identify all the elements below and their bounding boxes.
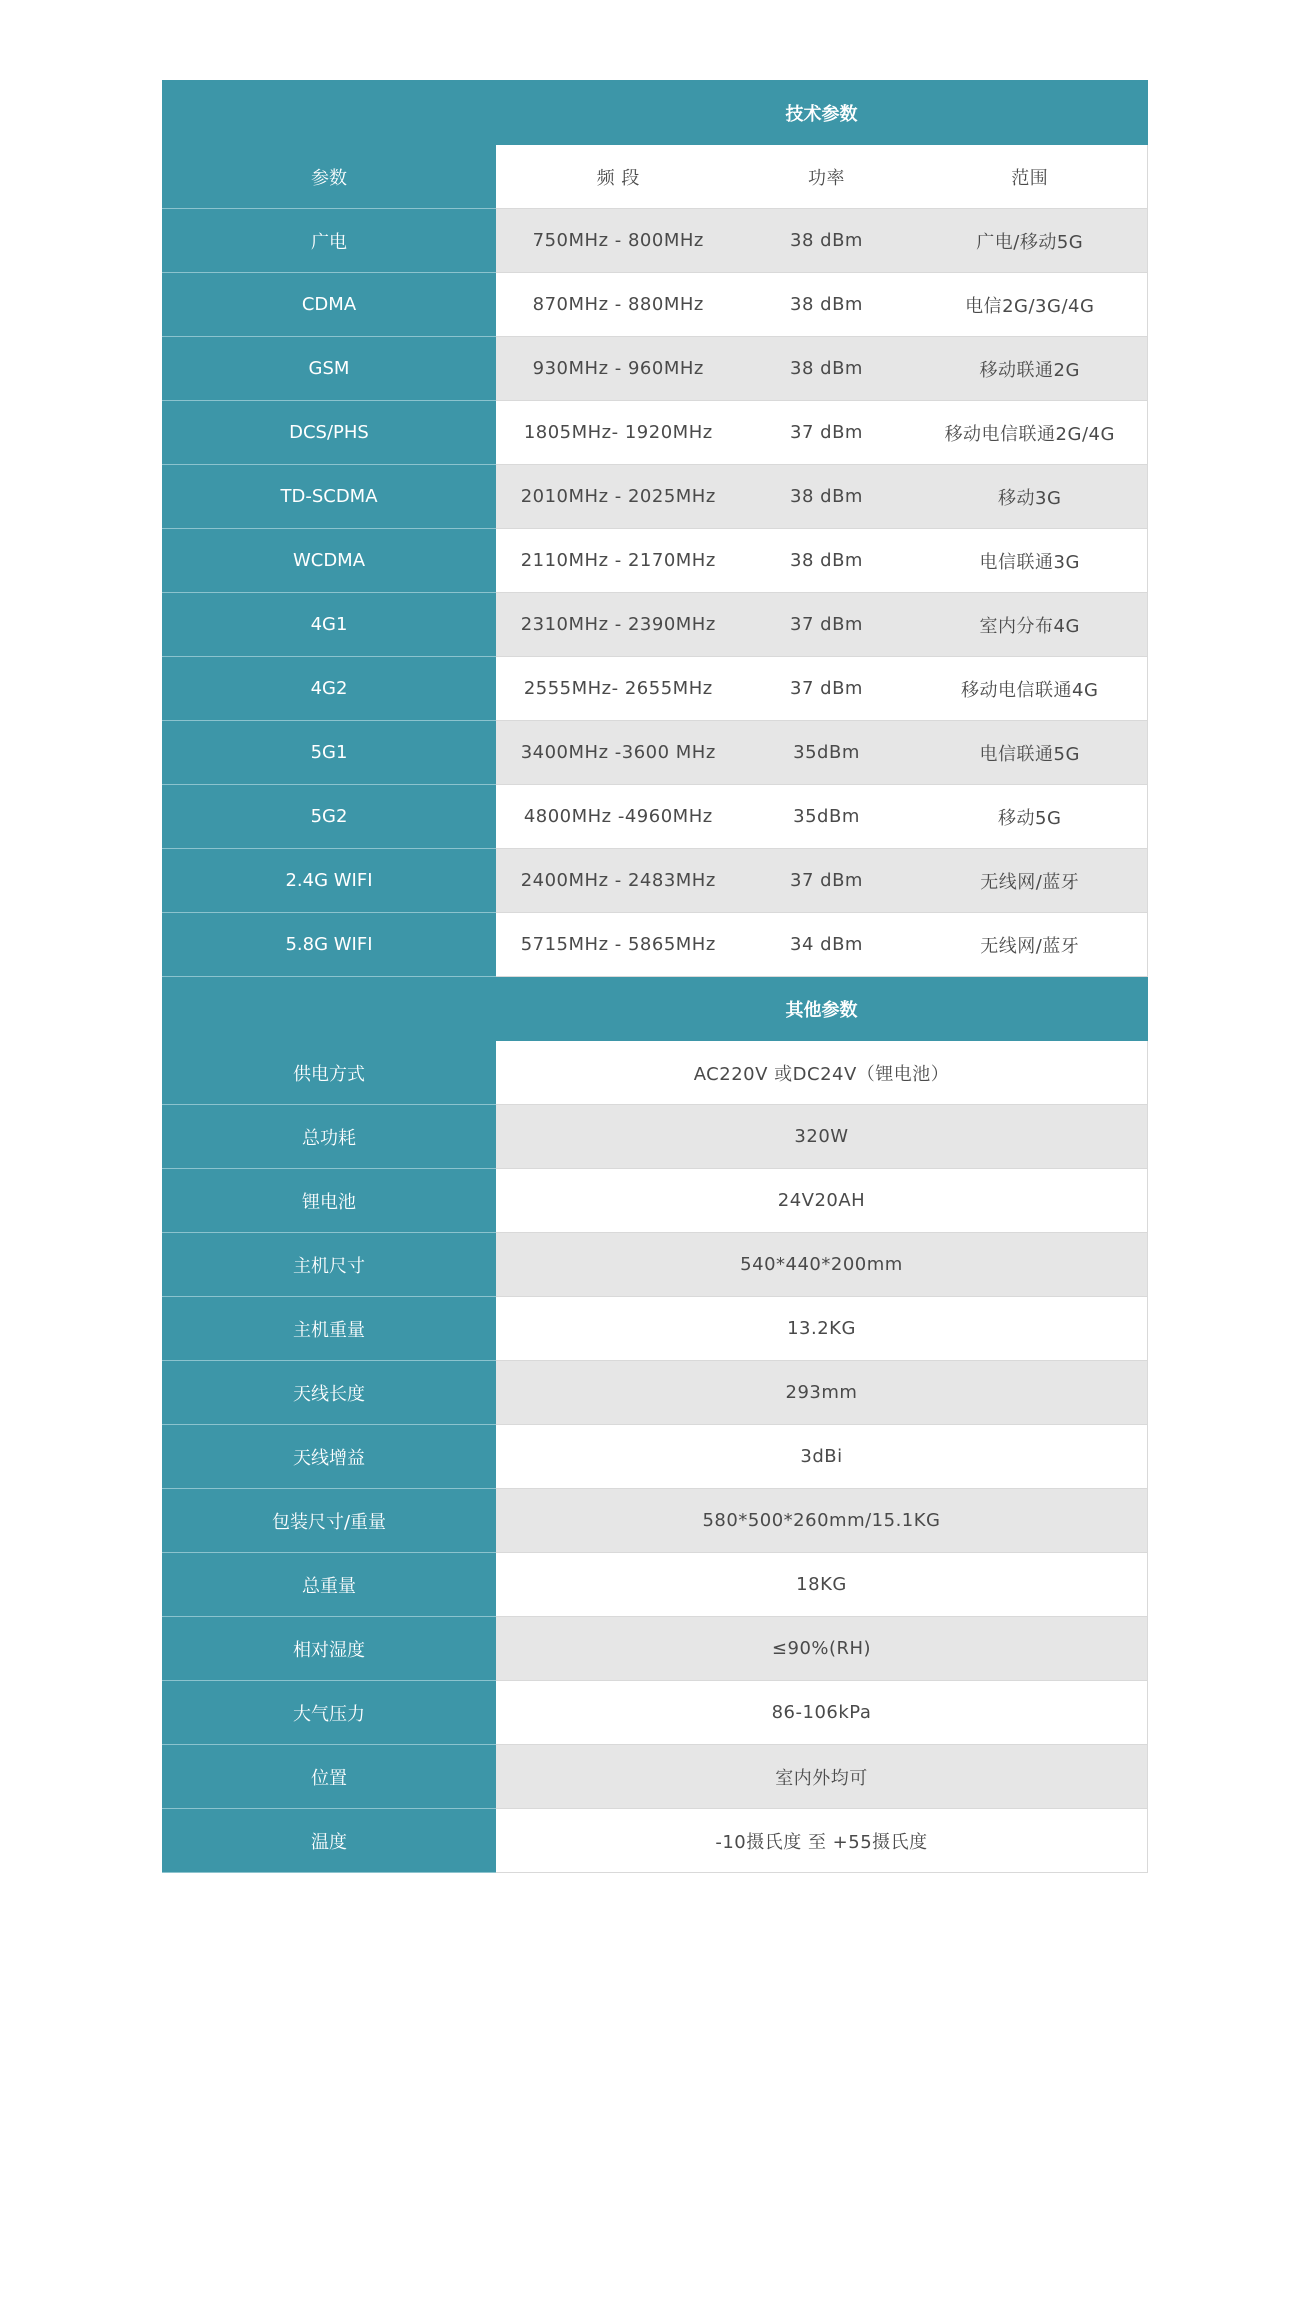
- range-cell: 移动5G: [913, 785, 1148, 849]
- header-power-cell: 功率: [741, 145, 913, 209]
- table-row: [163, 1553, 1148, 1617]
- tech-section-title-row: [163, 81, 1148, 145]
- table-row: [163, 465, 1148, 529]
- band-cell: 2010MHz - 2025MHz: [496, 465, 741, 529]
- table-row: [163, 529, 1148, 593]
- param-name-cell: 4G2: [163, 657, 496, 721]
- param-name-cell: TD-SCDMA: [163, 465, 496, 529]
- other-section-title-row: [163, 977, 1148, 1041]
- band-cell: 1805MHz- 1920MHz: [496, 401, 741, 465]
- power-cell: 38 dBm: [741, 337, 913, 401]
- table-row: [163, 721, 1148, 785]
- param-name-cell: 5.8G WIFI: [163, 913, 496, 977]
- band-cell: 2110MHz - 2170MHz: [496, 529, 741, 593]
- power-cell: 38 dBm: [741, 529, 913, 593]
- range-cell: 移动电信联通4G: [913, 657, 1148, 721]
- table-row: [163, 1745, 1148, 1809]
- power-cell: 37 dBm: [741, 657, 913, 721]
- power-cell: 37 dBm: [741, 401, 913, 465]
- band-cell: 2555MHz- 2655MHz: [496, 657, 741, 721]
- param-value-cell: -10摄氏度 至 +55摄氏度: [496, 1809, 1148, 1873]
- range-cell: 电信联通3G: [913, 529, 1148, 593]
- param-name-cell: 天线长度: [163, 1361, 496, 1425]
- table-row: [163, 657, 1148, 721]
- table-row: [163, 1169, 1148, 1233]
- param-value-cell: 18KG: [496, 1553, 1148, 1617]
- table-row: [163, 337, 1148, 401]
- power-cell: 37 dBm: [741, 849, 913, 913]
- table-row: [163, 1361, 1148, 1425]
- param-value-cell: 540*440*200mm: [496, 1233, 1148, 1297]
- header-label-cell: 参数: [163, 145, 496, 209]
- param-value-cell: 3dBi: [496, 1425, 1148, 1489]
- power-cell: 34 dBm: [741, 913, 913, 977]
- param-name-cell: 位置: [163, 1745, 496, 1809]
- power-cell: 38 dBm: [741, 465, 913, 529]
- param-name-cell: 天线增益: [163, 1425, 496, 1489]
- table-row: [163, 593, 1148, 657]
- band-cell: 3400MHz -3600 MHz: [496, 721, 741, 785]
- power-cell: 35dBm: [741, 721, 913, 785]
- param-name-cell: 包装尺寸/重量: [163, 1489, 496, 1553]
- param-value-cell: AC220V 或DC24V（锂电池）: [496, 1041, 1148, 1105]
- param-name-cell: 5G2: [163, 785, 496, 849]
- header-range-cell: 范围: [913, 145, 1148, 209]
- power-cell: 35dBm: [741, 785, 913, 849]
- band-cell: 870MHz - 880MHz: [496, 273, 741, 337]
- range-cell: 无线网/蓝牙: [913, 913, 1148, 977]
- param-name-cell: 主机尺寸: [163, 1233, 496, 1297]
- param-name-cell: 总功耗: [163, 1105, 496, 1169]
- table-row: [163, 1041, 1148, 1105]
- param-name-cell: 大气压力: [163, 1681, 496, 1745]
- param-name-cell: 广电: [163, 209, 496, 273]
- range-cell: 电信2G/3G/4G: [913, 273, 1148, 337]
- other-section-title: 其他参数: [163, 977, 1148, 1041]
- param-name-cell: 4G1: [163, 593, 496, 657]
- param-value-cell: ≤90%(RH): [496, 1617, 1148, 1681]
- table-row: [163, 1297, 1148, 1361]
- table-row: [163, 1617, 1148, 1681]
- param-name-cell: 主机重量: [163, 1297, 496, 1361]
- band-cell: 4800MHz -4960MHz: [496, 785, 741, 849]
- param-name-cell: GSM: [163, 337, 496, 401]
- range-cell: 广电/移动5G: [913, 209, 1148, 273]
- param-value-cell: 24V20AH: [496, 1169, 1148, 1233]
- table-row: [163, 1233, 1148, 1297]
- param-value-cell: 580*500*260mm/15.1KG: [496, 1489, 1148, 1553]
- param-value-cell: 320W: [496, 1105, 1148, 1169]
- range-cell: 移动联通2G: [913, 337, 1148, 401]
- power-cell: 38 dBm: [741, 273, 913, 337]
- band-cell: 2310MHz - 2390MHz: [496, 593, 741, 657]
- table-row: [163, 1105, 1148, 1169]
- param-name-cell: 供电方式: [163, 1041, 496, 1105]
- table-row: [163, 1809, 1148, 1873]
- param-name-cell: 温度: [163, 1809, 496, 1873]
- range-cell: 电信联通5G: [913, 721, 1148, 785]
- table-row: [163, 209, 1148, 273]
- param-value-cell: 293mm: [496, 1361, 1148, 1425]
- range-cell: 移动3G: [913, 465, 1148, 529]
- param-value-cell: 86-106kPa: [496, 1681, 1148, 1745]
- param-name-cell: 相对湿度: [163, 1617, 496, 1681]
- table-row: [163, 1425, 1148, 1489]
- param-name-cell: 2.4G WIFI: [163, 849, 496, 913]
- tech-header-row: [163, 145, 1148, 209]
- table-row: [163, 849, 1148, 913]
- power-cell: 38 dBm: [741, 209, 913, 273]
- tech-section-title: 技术参数: [163, 81, 1148, 145]
- spec-table: [162, 80, 1148, 1873]
- table-row: [163, 1681, 1148, 1745]
- table-row: [163, 913, 1148, 977]
- band-cell: 930MHz - 960MHz: [496, 337, 741, 401]
- table-row: [163, 401, 1148, 465]
- param-value-cell: 13.2KG: [496, 1297, 1148, 1361]
- param-name-cell: 锂电池: [163, 1169, 496, 1233]
- param-name-cell: DCS/PHS: [163, 401, 496, 465]
- band-cell: 750MHz - 800MHz: [496, 209, 741, 273]
- range-cell: 移动电信联通2G/4G: [913, 401, 1148, 465]
- param-name-cell: CDMA: [163, 273, 496, 337]
- param-name-cell: 总重量: [163, 1553, 496, 1617]
- band-cell: 2400MHz - 2483MHz: [496, 849, 741, 913]
- param-name-cell: WCDMA: [163, 529, 496, 593]
- param-value-cell: 室内外均可: [496, 1745, 1148, 1809]
- param-name-cell: 5G1: [163, 721, 496, 785]
- table-row: [163, 273, 1148, 337]
- band-cell: 5715MHz - 5865MHz: [496, 913, 741, 977]
- range-cell: 室内分布4G: [913, 593, 1148, 657]
- header-band-cell: 频 段: [496, 145, 741, 209]
- power-cell: 37 dBm: [741, 593, 913, 657]
- table-row: [163, 785, 1148, 849]
- table-row: [163, 1489, 1148, 1553]
- range-cell: 无线网/蓝牙: [913, 849, 1148, 913]
- spec-table-body: [163, 81, 1148, 1873]
